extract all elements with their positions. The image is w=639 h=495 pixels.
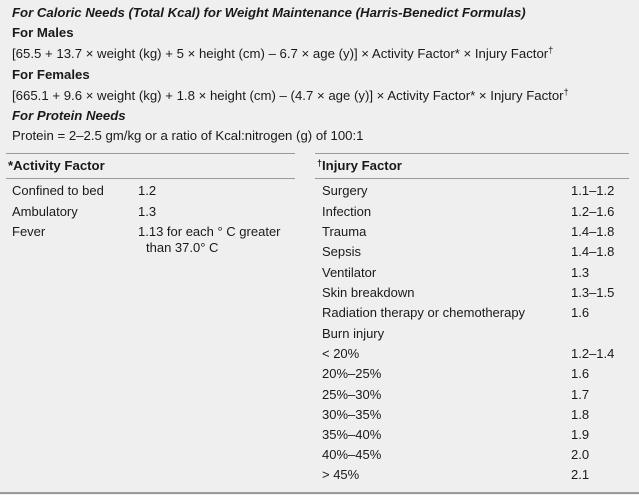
injury-row-label: 30%–35%: [322, 407, 382, 422]
injury-row-value: 1.3: [571, 265, 590, 280]
injury-row-label: 25%–30%: [322, 387, 382, 402]
protein-label: For Protein Needs: [12, 108, 126, 123]
injury-row-label: Infection: [322, 204, 372, 219]
injury-row-value: 2.0: [571, 447, 590, 462]
injury-row-value: 2.1: [571, 467, 590, 482]
injury-row-label: Radiation therapy or chemotherapy: [322, 305, 526, 320]
injury-header-rule: [315, 178, 629, 179]
injury-row-label: Skin breakdown: [322, 285, 415, 300]
females-dagger: †: [563, 87, 569, 97]
injury-row-label: 35%–40%: [322, 427, 382, 442]
injury-row-value: 1.4–1.8: [571, 224, 615, 239]
injury-row-value: 1.3–1.5: [571, 285, 615, 300]
injury-row-value: 1.9: [571, 427, 590, 442]
formulas-section: [0, 0, 639, 150]
injury-row-label: < 20%: [322, 346, 360, 361]
activity-row-label: Fever: [12, 224, 46, 239]
injury-row-label: Sepsis: [322, 244, 362, 259]
activity-factor-header: *Activity Factor: [8, 158, 105, 173]
injury-row-label: 40%–45%: [322, 447, 382, 462]
activity-header-rule: [6, 178, 295, 179]
males-label: For Males: [12, 25, 74, 40]
injury-row-value: 1.1–1.2: [571, 183, 615, 198]
injury-dagger: †: [317, 158, 323, 168]
injury-row-value: 1.8: [571, 407, 590, 422]
injury-row-value: 1.4–1.8: [571, 244, 615, 259]
females-formula-text: [665.1 + 9.6 × weight (kg) + 1.8 × height (cm) – (4.7 × age (y)] × Activity Factor* × Injury Factor: [12, 88, 564, 103]
injury-row-value: 1.2–1.4: [571, 346, 615, 361]
injury-row-value: 1.2–1.6: [571, 204, 615, 219]
females-label: For Females: [12, 67, 90, 82]
caloric-needs-heading: For Caloric Needs (Total Kcal) for Weight Maintenance (Harris-Benedict Formulas): [12, 5, 526, 20]
injury-factor-header: [317, 158, 402, 173]
injury-row-value: 1.7: [571, 387, 590, 402]
injury-header-text: Injury Factor: [322, 158, 402, 173]
males-formula: [12, 46, 553, 63]
injury-row-label: Trauma: [322, 224, 367, 239]
table-bottom-rule: [0, 492, 639, 494]
activity-row-value: 1.2: [138, 183, 157, 198]
injury-row-label: 20%–25%: [322, 366, 382, 381]
activity-row-value-cont: than 37.0° C: [146, 240, 219, 255]
males-dagger: †: [548, 45, 554, 55]
injury-row-label: Burn injury: [322, 326, 385, 341]
activity-top-rule: [6, 153, 295, 154]
protein-text: Protein = 2–2.5 gm/kg or a ratio of Kcal:nitrogen (g) of 100:1: [12, 128, 364, 143]
activity-row-label: Ambulatory: [12, 204, 78, 219]
injury-top-rule: [315, 153, 629, 154]
injury-row-label: Surgery: [322, 183, 368, 198]
activity-row-label: Confined to bed: [12, 183, 104, 198]
injury-row-value: 1.6: [571, 305, 590, 320]
injury-row-label: Ventilator: [322, 265, 377, 280]
injury-row-value: 1.6: [571, 366, 590, 381]
females-formula: [12, 88, 569, 105]
activity-row-value: 1.13 for each ° C greater: [138, 224, 281, 239]
males-formula-text: [65.5 + 13.7 × weight (kg) + 5 × height (cm) – 6.7 × age (y)] × Activity Factor* × Injury Factor: [12, 46, 549, 61]
injury-row-label: > 45%: [322, 467, 360, 482]
activity-row-value: 1.3: [138, 204, 157, 219]
